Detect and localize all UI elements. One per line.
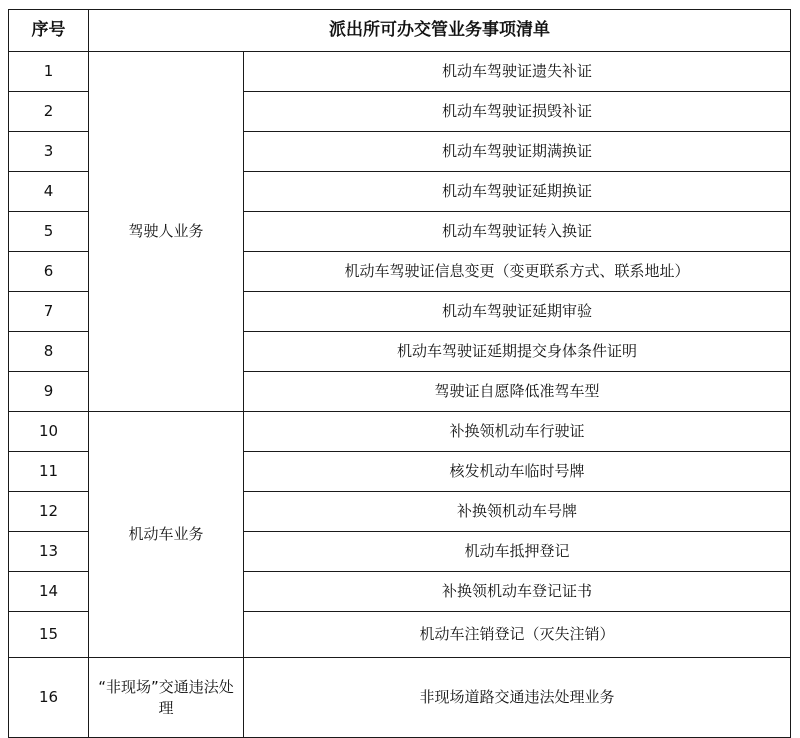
- row-item: 机动车注销登记（灭失注销）: [244, 612, 791, 658]
- row-item: 补换领机动车登记证书: [244, 572, 791, 612]
- row-number: 2: [9, 92, 89, 132]
- category-offsite-violation: “非现场”交通违法处理: [89, 658, 244, 738]
- category-driver: 驾驶人业务: [89, 52, 244, 412]
- row-number: 11: [9, 452, 89, 492]
- row-number: 12: [9, 492, 89, 532]
- table-row: [9, 412, 791, 452]
- row-item: 机动车驾驶证损毁补证: [244, 92, 791, 132]
- header-number: 序号: [9, 10, 89, 52]
- row-item: 机动车驾驶证延期审验: [244, 292, 791, 332]
- row-item: 机动车驾驶证转入换证: [244, 212, 791, 252]
- row-item: 机动车驾驶证期满换证: [244, 132, 791, 172]
- row-item: 补换领机动车号牌: [244, 492, 791, 532]
- row-item: 核发机动车临时号牌: [244, 452, 791, 492]
- row-item: 驾驶证自愿降低准驾车型: [244, 372, 791, 412]
- row-number: 4: [9, 172, 89, 212]
- row-number: 6: [9, 252, 89, 292]
- row-item: 机动车驾驶证延期换证: [244, 172, 791, 212]
- row-number: 14: [9, 572, 89, 612]
- header-row: [9, 10, 791, 52]
- row-number: 9: [9, 372, 89, 412]
- row-item: 补换领机动车行驶证: [244, 412, 791, 452]
- row-number: 5: [9, 212, 89, 252]
- row-item: 机动车驾驶证遗失补证: [244, 52, 791, 92]
- category-vehicle: 机动车业务: [89, 412, 244, 658]
- row-item: 非现场道路交通违法处理业务: [244, 658, 791, 738]
- row-number: 3: [9, 132, 89, 172]
- row-item: 机动车抵押登记: [244, 532, 791, 572]
- row-number: 8: [9, 332, 89, 372]
- row-number: 15: [9, 612, 89, 658]
- row-number: 10: [9, 412, 89, 452]
- table-row: [9, 658, 791, 738]
- row-number: 7: [9, 292, 89, 332]
- header-title: 派出所可办交管业务事项清单: [89, 10, 791, 52]
- row-item: 机动车驾驶证延期提交身体条件证明: [244, 332, 791, 372]
- row-number: 16: [9, 658, 89, 738]
- service-list-table: [8, 9, 791, 738]
- table-row: [9, 52, 791, 92]
- row-number: 13: [9, 532, 89, 572]
- row-item: 机动车驾驶证信息变更（变更联系方式、联系地址）: [244, 252, 791, 292]
- row-number: 1: [9, 52, 89, 92]
